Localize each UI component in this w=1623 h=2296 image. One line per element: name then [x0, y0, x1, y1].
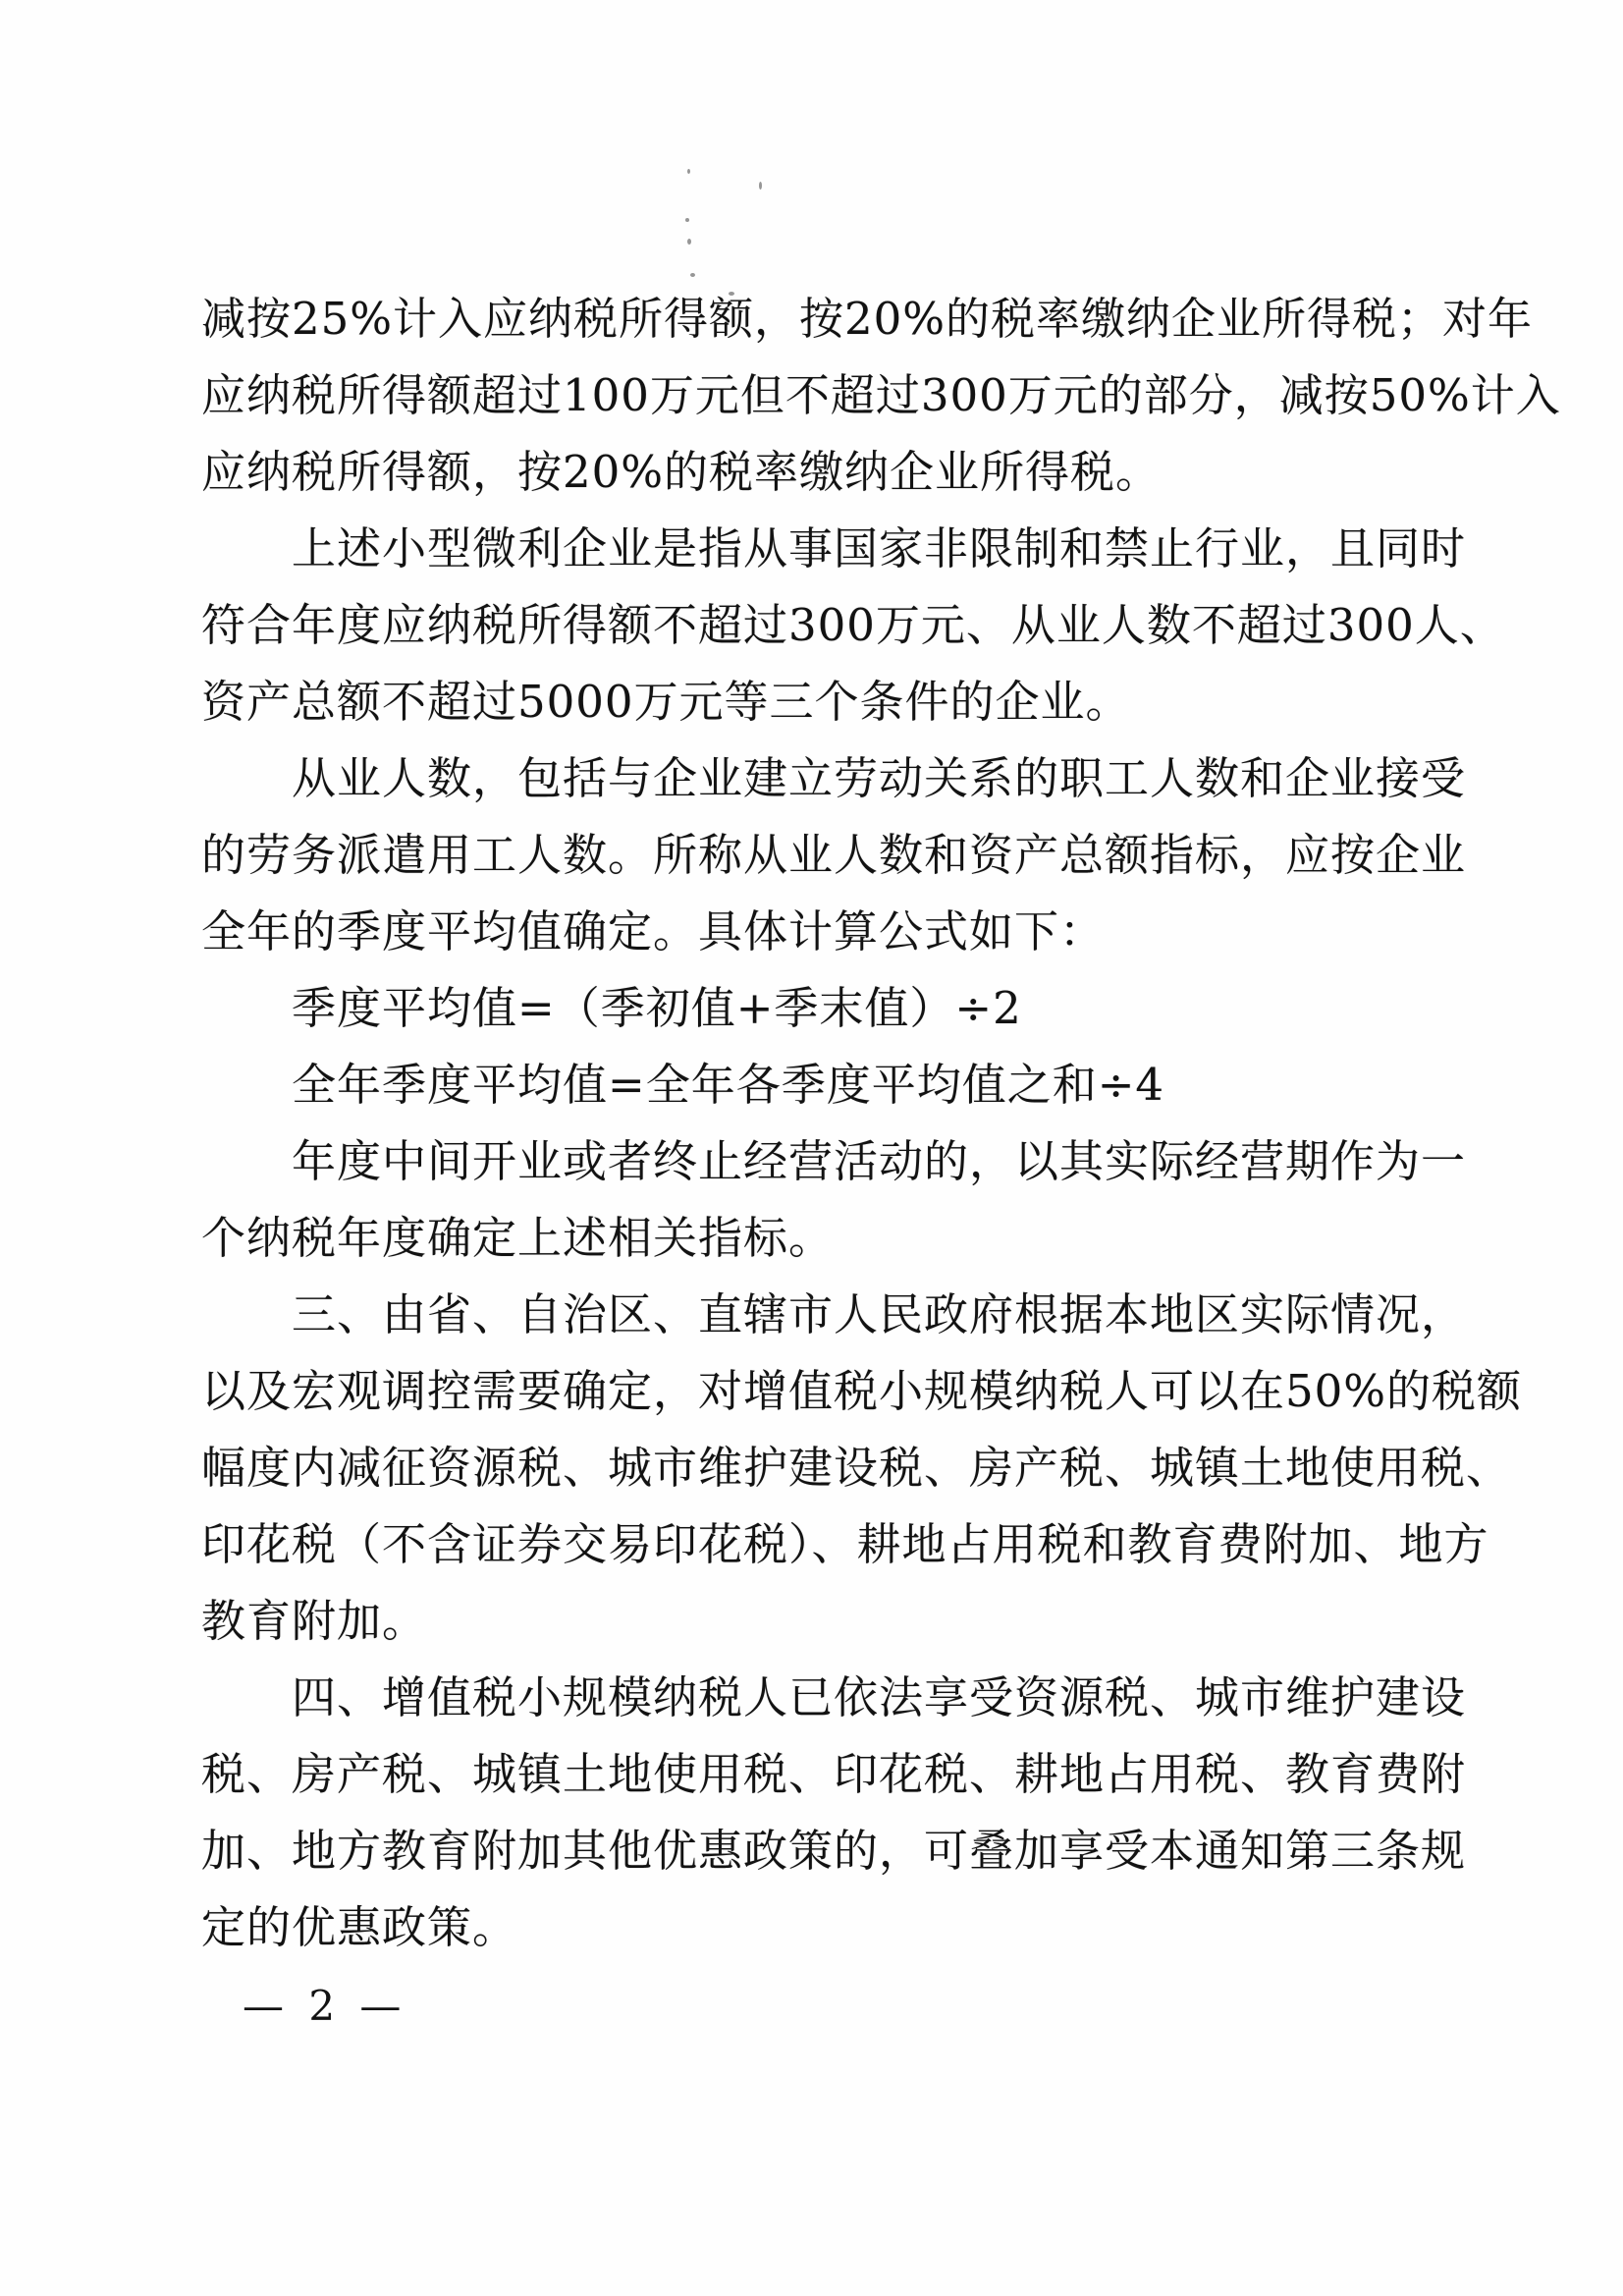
text-line: 上述小型微利企业是指从事国家非限制和禁止行业，且同时 [292, 522, 1467, 574]
scan-artifact [685, 218, 689, 222]
text-line: 从业人数，包括与企业建立劳动关系的职工人数和企业接受 [292, 752, 1467, 804]
text-line: 全年的季度平均值确定。具体计算公式如下： [201, 905, 1106, 957]
text-line: 印花税（不含证券交易印花税）、耕地占用税和教育费附加、地方 [201, 1518, 1489, 1570]
text-line: 的劳务派遣用工人数。所称从业人数和资产总额指标，应按企业 [201, 829, 1467, 881]
text-line: 定的优惠政策。 [201, 1901, 518, 1953]
text-line: 符合年度应纳税所得额不超过300万元、从业人数不超过300人、 [201, 599, 1505, 651]
formula-line: 季度平均值=（季初值+季末值）÷2 [292, 982, 1022, 1034]
text-line: 以及宏观调控需要确定，对增值税小规模纳税人可以在50%的税额 [201, 1365, 1523, 1417]
text-line: 资产总额不超过5000万元等三个条件的企业。 [201, 676, 1131, 728]
text-line: 应纳税所得额，按20%的税率缴纳企业所得税。 [201, 446, 1162, 498]
page-number: — 2 — [243, 1982, 407, 2030]
document-body [201, 281, 1561, 1966]
text-line: 应纳税所得额超过100万元但不超过300万元的部分，减按50%计入 [201, 369, 1561, 421]
scan-artifact [687, 239, 691, 245]
text-line: 幅度内减征资源税、城市维护建设税、房产税、城镇土地使用税、 [201, 1442, 1512, 1494]
text-line: 减按25%计入应纳税所得额，按20%的税率缴纳企业所得税；对年 [201, 293, 1534, 345]
formula-line: 全年季度平均值=全年各季度平均值之和÷4 [292, 1059, 1165, 1111]
scan-artifact [687, 169, 690, 174]
scan-artifact [690, 273, 695, 277]
text-line: 个纳税年度确定上述相关指标。 [201, 1212, 835, 1264]
text-line: 税、房产税、城镇土地使用税、印花税、耕地占用税、教育费附 [201, 1748, 1467, 1800]
scan-artifact [759, 182, 762, 190]
text-line: 年度中间开业或者终止经营活动的，以其实际经营期作为一 [292, 1135, 1467, 1187]
text-line: 教育附加。 [201, 1595, 428, 1647]
text-line: 三、由省、自治区、直辖市人民政府根据本地区实际情况， [292, 1288, 1467, 1340]
text-line: 四、增值税小规模纳税人已依法享受资源税、城市维护建设 [292, 1671, 1467, 1723]
text-line: 加、地方教育附加其他优惠政策的，可叠加享受本通知第三条规 [201, 1825, 1467, 1877]
